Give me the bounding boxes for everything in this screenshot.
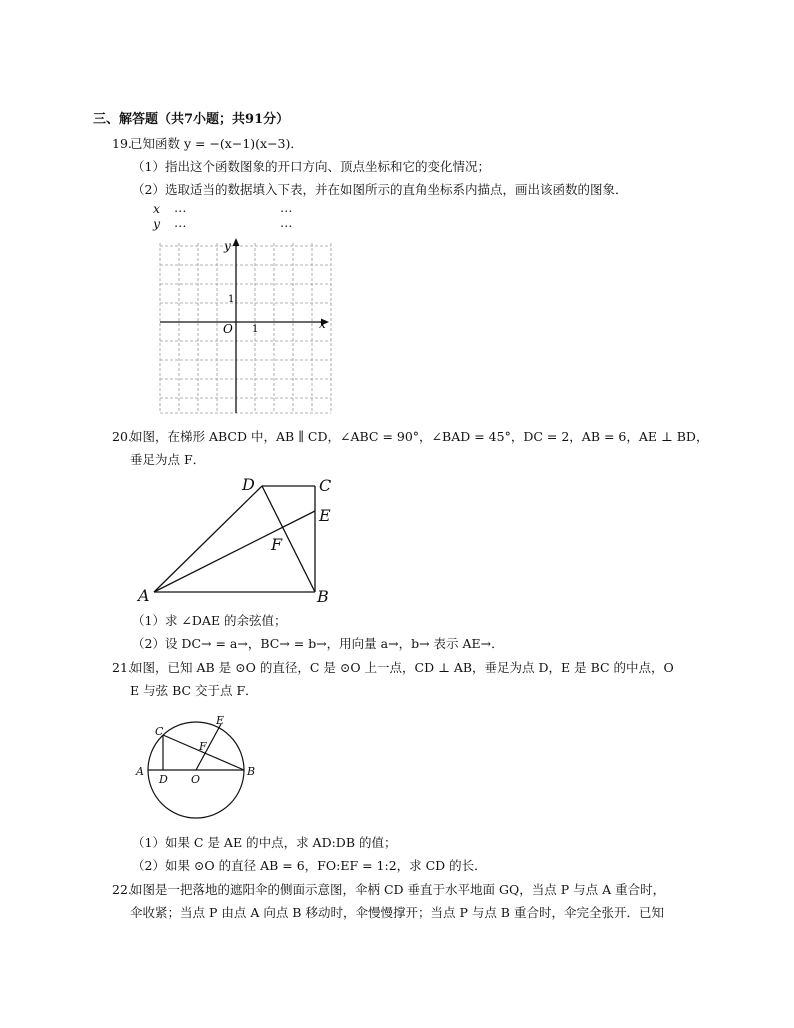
point-D-label: D bbox=[159, 773, 168, 786]
q21-stem-line2: E 与弦 BC 交于点 F． bbox=[130, 683, 258, 698]
circle-figure bbox=[130, 708, 270, 828]
origin-label: O bbox=[223, 322, 233, 336]
table-x-right: … bbox=[280, 200, 293, 215]
q20-stem-line2: 垂足为点 F． bbox=[130, 452, 206, 467]
table-y-left: … bbox=[174, 215, 187, 230]
segment-AE bbox=[154, 511, 315, 592]
point-D-label: D bbox=[242, 475, 255, 494]
section-title: 三、解答题（共7小题；共91分） bbox=[93, 112, 290, 127]
tick-y-1: 1 bbox=[228, 294, 235, 305]
point-F-label: F bbox=[271, 535, 283, 554]
q21-stem: 如图，已知 AB 是 ⊙O 的直径，C 是 ⊙O 上一点，CD ⊥ AB，垂足为点 D，E 是 BC 的中点，O bbox=[130, 660, 674, 675]
point-C-label: C bbox=[319, 476, 332, 495]
q20-stem: 如图，在梯形 ABCD 中，AB ∥ CD，∠ABC = 90°，∠BAD = 45°，DC = 2，AB = 6，AE ⊥ BD， bbox=[130, 429, 709, 444]
point-E-label: E bbox=[216, 714, 225, 727]
q22-number: 22. bbox=[112, 882, 132, 897]
table-y-right: … bbox=[280, 215, 293, 230]
y-axis-label: y bbox=[224, 239, 231, 253]
q22-stem-line2: 伞收紧；当点 P 由点 A 向点 B 移动时，伞慢慢撑开；当点 P 与点 B 重合时，伞完全张开．已知 bbox=[130, 905, 664, 920]
trapezoid-figure bbox=[134, 470, 344, 605]
point-O-label: O bbox=[191, 773, 201, 786]
y-axis-arrow bbox=[233, 238, 240, 246]
coordinate-grid-figure bbox=[152, 235, 342, 418]
grid-lines bbox=[160, 243, 331, 413]
q20-part2: （2）设 DC→ = a→，BC→ = b→，用向量 a→，b→ 表示 AE→． bbox=[132, 636, 504, 651]
q21-number: 21. bbox=[112, 660, 132, 675]
point-E-label: E bbox=[319, 506, 331, 525]
q20-part1: （1）求 ∠DAE 的余弦值； bbox=[132, 613, 287, 628]
table-y-label: y bbox=[153, 216, 161, 231]
q19-number: 19. bbox=[112, 136, 132, 151]
q19-stem: 已知函数 y = −(x−1)(x−3)． bbox=[130, 136, 303, 151]
q22-stem: 如图是一把落地的遮阳伞的侧面示意图，伞柄 CD 垂直于水平地面 GQ，当点 P 与点 A 重合时， bbox=[130, 882, 666, 897]
segment-DB bbox=[262, 486, 315, 592]
q19-part2: （2）选取适当的数据填入下表，并在如图所示的直角坐标系内描点，画出该函数的图象． bbox=[132, 182, 628, 197]
table-x-label: x bbox=[153, 201, 161, 216]
point-C-label: C bbox=[155, 725, 164, 738]
x-axis-label: x bbox=[319, 317, 326, 331]
point-B-label: B bbox=[317, 587, 329, 605]
point-A-label: A bbox=[138, 586, 150, 605]
point-A-label: A bbox=[136, 765, 144, 778]
q21-part2: （2）如果 ⊙O 的直径 AB = 6，FO:EF = 1:2，求 CD 的长． bbox=[132, 858, 487, 873]
q19-part1: （1）指出这个函数图象的开口方向、顶点坐标和它的变化情况； bbox=[132, 159, 490, 174]
segment-AD bbox=[154, 486, 262, 592]
q20-number: 20. bbox=[112, 429, 132, 444]
q21-part1: （1）如果 C 是 AE 的中点，求 AD:DB 的值； bbox=[132, 835, 397, 850]
tick-x-1: 1 bbox=[252, 324, 259, 335]
point-B-label: B bbox=[247, 765, 256, 778]
point-F-label: F bbox=[199, 740, 207, 753]
table-x-left: … bbox=[174, 200, 187, 215]
